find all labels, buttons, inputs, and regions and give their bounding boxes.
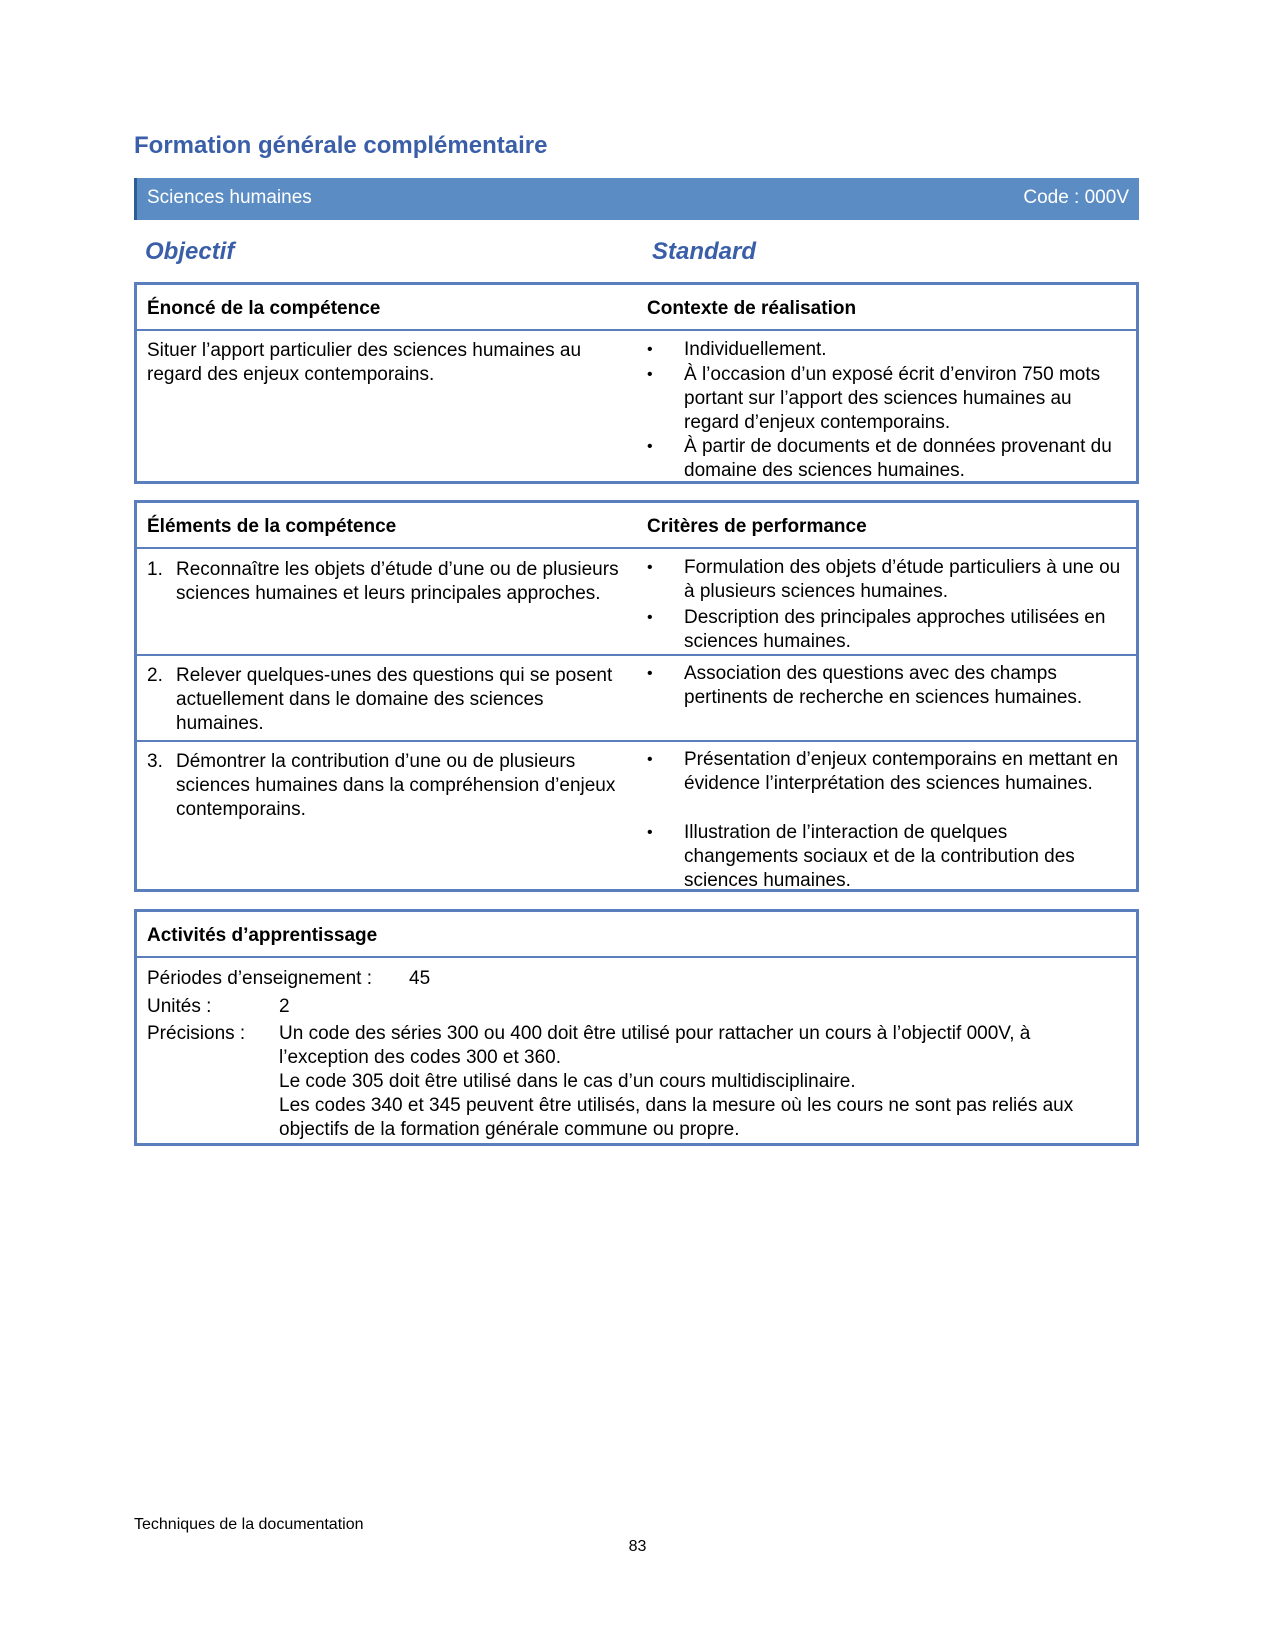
element-number: 2. bbox=[147, 665, 163, 686]
bullet-icon: • bbox=[647, 438, 653, 455]
element-text: Reconnaître les objets d’étude d’une ou de plusieurs sciences humaines et leurs principales approches. bbox=[176, 559, 619, 604]
objectif-heading: Objectif bbox=[145, 238, 235, 265]
bullet-icon: • bbox=[647, 366, 653, 383]
competence-table bbox=[134, 282, 1139, 484]
unites-label: Unités : bbox=[147, 996, 212, 1017]
subject-code: Code : 000V bbox=[1023, 187, 1129, 208]
elements-header-row bbox=[137, 503, 1136, 549]
element-row: 3. Démontrer la contribution d’une ou de plusieurs sciences humaines dans la compréhension d’enjeux contemporains. • Présentation d’enjeux contemporains en mettant en évidence l’interprétation des sciences humaines. • Illustration de l’interaction de quelques changements sociaux et de la contribution des sciences humaines. bbox=[147, 749, 1119, 891]
bullet-icon: • bbox=[647, 665, 653, 682]
criteres-header: Critères de performance bbox=[647, 516, 867, 537]
precisions-label: Précisions : bbox=[147, 1023, 246, 1044]
precisions-paragraph: Les codes 340 et 345 peuvent être utilisés, dans la mesure où les cours ne sont pas reliés aux objectifs de la formation générale commune ou propre. bbox=[279, 1095, 1074, 1140]
activites-table bbox=[134, 909, 1139, 1146]
element-number: 3. bbox=[147, 751, 163, 772]
element-text: Relever quelques-unes des questions qui se posent actuellement dans le domaine des sciences humaines. bbox=[176, 665, 613, 734]
periodes-label: Périodes d’enseignement : bbox=[147, 968, 372, 989]
bullet-icon: • bbox=[647, 341, 653, 358]
enonce-text: Situer l’apport particulier des sciences humaines au regard des enjeux contemporains. bbox=[147, 340, 582, 385]
page-title: Formation générale complémentaire bbox=[134, 132, 548, 159]
bullet-icon: • bbox=[647, 751, 653, 768]
precisions-paragraph: Un code des séries 300 ou 400 doit être utilisé pour rattacher un cours à l’objectif 000V, à l’exception des codes 300 et 360. bbox=[279, 1023, 1031, 1068]
element-number: 1. bbox=[147, 559, 163, 580]
contexte-header: Contexte de réalisation bbox=[647, 298, 857, 319]
competence-header-row bbox=[137, 285, 1136, 331]
subject-bar bbox=[134, 178, 1139, 220]
activites-header: Activités d’apprentissage bbox=[147, 925, 378, 946]
element-row: 1. Reconnaître les objets d’étude d’une ou de plusieurs sciences humaines et leurs principales approches. • Formulation des objets d’étude particuliers à une ou à plusieurs sciences humaines. • Description des principales approches utilisées en sciences humaines. bbox=[137, 549, 1136, 656]
bullet-icon: • bbox=[647, 824, 653, 841]
element-row: 2. Relever quelques-unes des questions qui se posent actuellement dans le domaine des sciences humaines. • Association des questions avec des champs pertinents de recherche en sciences humaines. bbox=[137, 656, 1136, 742]
element-text: Démontrer la contribution d’une ou de plusieurs sciences humaines dans la compréhension d’enjeux contemporains. bbox=[176, 751, 616, 820]
subject-name: Sciences humaines bbox=[147, 187, 312, 208]
enonce-header: Énoncé de la compétence bbox=[147, 298, 381, 319]
footer-program: Techniques de la documentation bbox=[134, 1516, 364, 1533]
activites-header-row bbox=[137, 912, 1136, 958]
bullet-icon: • bbox=[647, 609, 653, 626]
unites-value: 2 bbox=[279, 996, 290, 1017]
competence-body-row: Situer l’apport particulier des sciences humaines au regard des enjeux contemporains. • Individuellement. • À l’occasion d’un exposé écrit d’environ 750 mots portant sur l’apport des sciences humaines au regard d’enjeux contemporains. • À partir de documents et de données provenant du domaine des sciences humaines. bbox=[147, 339, 1112, 481]
bullet-icon: • bbox=[647, 559, 653, 576]
elements-header: Éléments de la compétence bbox=[147, 516, 397, 537]
periodes-value: 45 bbox=[409, 968, 431, 989]
precisions-paragraph: Le code 305 doit être utilisé dans le cas d’un cours multidisciplinaire. bbox=[279, 1071, 856, 1092]
page-number: 83 bbox=[628, 1538, 647, 1555]
standard-heading: Standard bbox=[652, 238, 757, 265]
elements-table bbox=[134, 500, 1139, 892]
